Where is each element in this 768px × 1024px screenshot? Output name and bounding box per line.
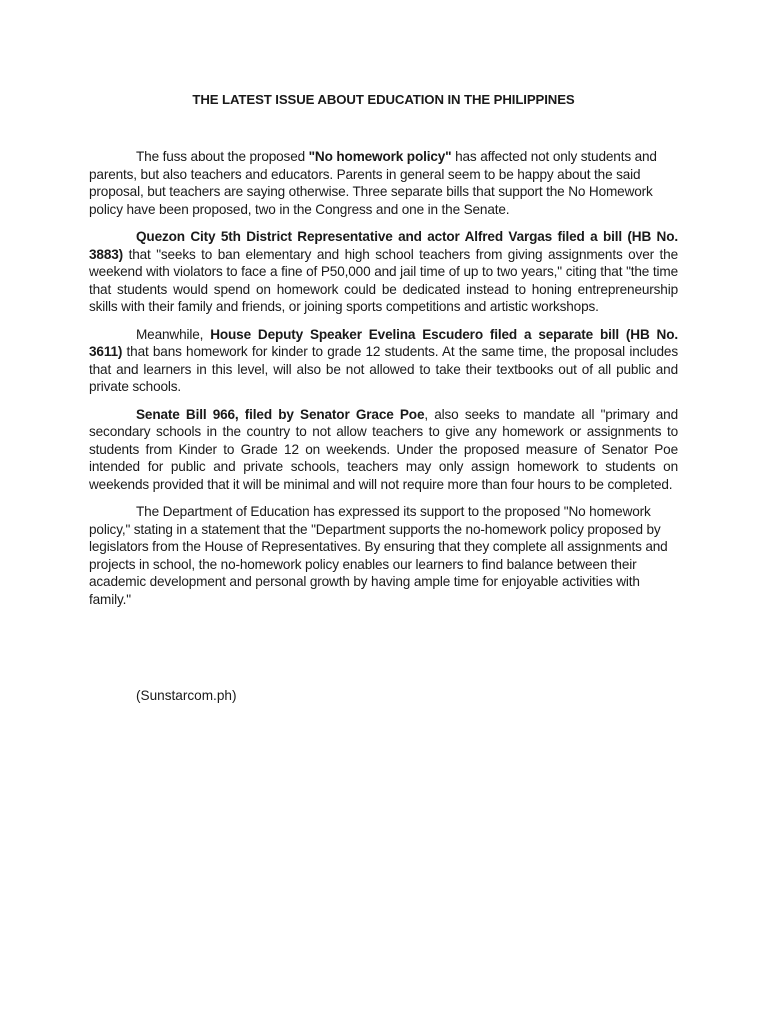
paragraph-text: Meanwhile,	[136, 326, 211, 342]
bold-phrase: "No homework policy"	[308, 149, 452, 164]
paragraph-text: that bans homework for kinder to grade 12 students. At the same time, the proposal includes that and learners in this level, will also be not allowed to take their textbooks out of all public and private schools.	[89, 344, 678, 394]
bold-phrase: Senate Bill 966, filed by Senator Grace Poe	[136, 406, 425, 422]
source-credit: (Sunstarcom.ph)	[136, 688, 237, 703]
paragraph-escudero-bill	[89, 326, 678, 396]
document-body	[89, 148, 678, 618]
paragraph-text: The fuss about the proposed	[136, 149, 309, 164]
paragraph-intro	[89, 148, 678, 218]
paragraph-senate-bill	[89, 406, 678, 494]
document-title: THE LATEST ISSUE ABOUT EDUCATION IN THE PHILIPPINES	[192, 92, 575, 107]
paragraph-deped-support	[89, 503, 678, 608]
bold-phrase: House Deputy Speaker Evelina Escudero filed a separate bill (HB No. 3611)	[89, 326, 678, 359]
document-page	[89, 0, 678, 1024]
paragraph-text: The Department of Education has expressed its support to the proposed "No homework policy," stating in a statement that the "Department supports the no-homework policy proposed by legislators from the House of Representatives. By ensuring that they complete all assignments and projects in school, the no-homework policy enables our learners to find balance between their academic development and personal growth by having ample time for enjoyable activities with family."	[89, 504, 668, 607]
bold-phrase: Quezon City 5th District Representative and actor Alfred Vargas filed a bill (HB No. 3883)	[89, 229, 678, 262]
paragraph-text: has affected not only students and parents, but also teachers and educators. Parents in general seem to be happy about the said proposal, but teachers are saying otherwise. Three separate bills that support the No Homework policy have been proposed, two in the Congress and one in the Senate.	[89, 149, 657, 217]
paragraph-text: that "seeks to ban elementary and high school teachers from giving assignments over the weekend with violators to face a fine of P50,000 and jail time of up to two years," citing that "the time that students would spend on homework could be dedicated instead to honing entrepreneurship skills with their family and friends, or joining sports competitions and artistic workshops.	[89, 246, 678, 314]
paragraph-vargas-bill	[89, 228, 678, 316]
paragraph-text: , also seeks to mandate all "primary and secondary schools in the country to not allow teachers to give any homework or assignments to students from Kinder to Grade 12 on weekends. Under the proposed measure of Senator Poe intended for public and private schools, teachers may only assign homework to students on weekends provided that it will be minimal and will not require more than four hours to be completed.	[89, 406, 678, 492]
